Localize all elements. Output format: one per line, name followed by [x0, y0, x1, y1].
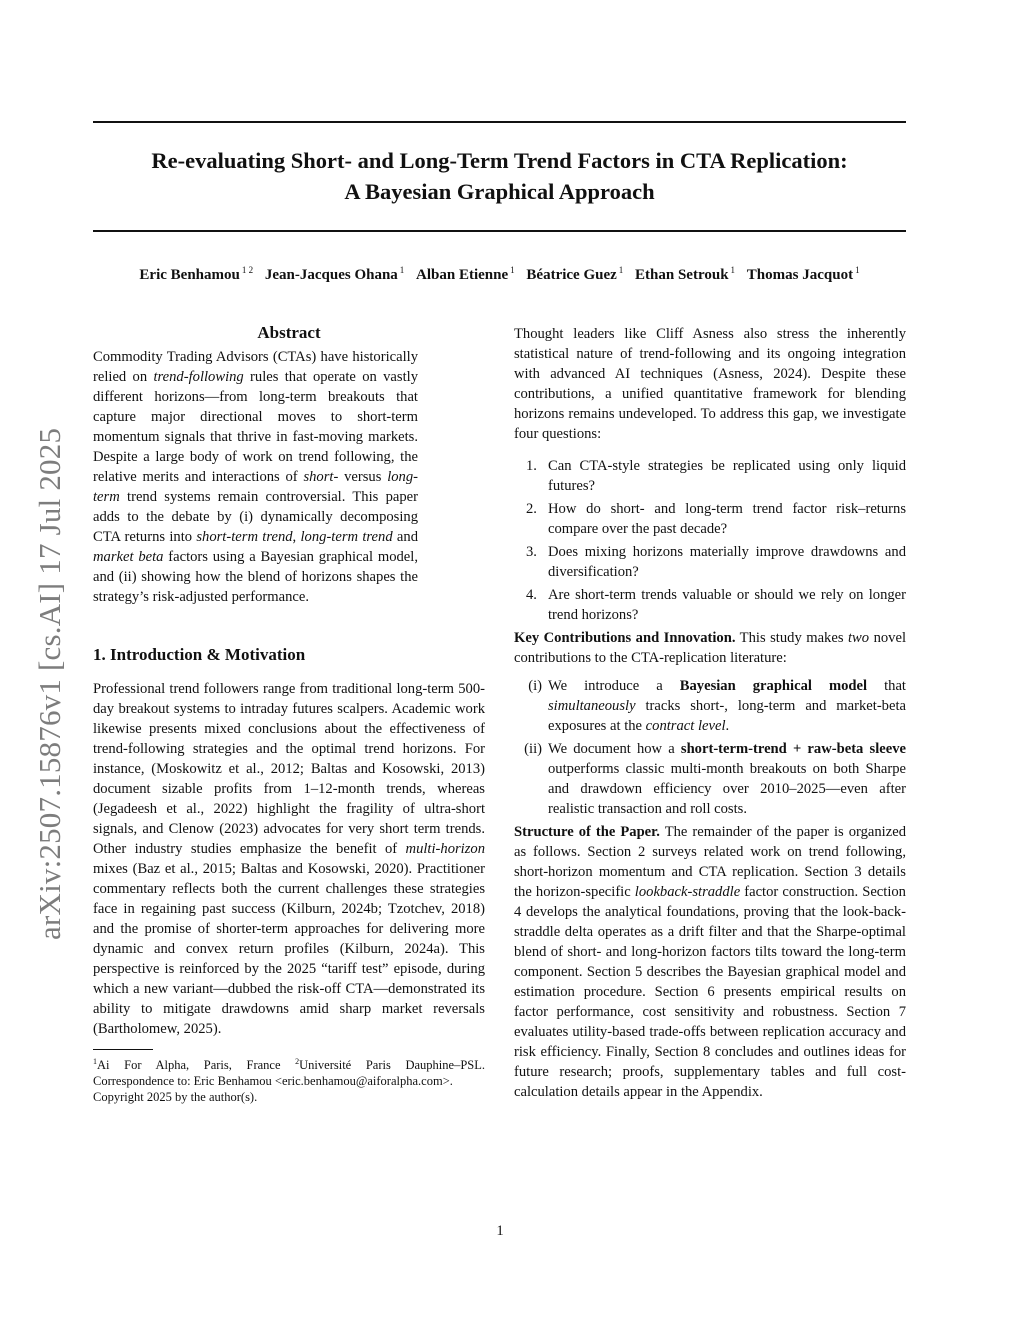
title-line-1: Re-evaluating Short- and Long-Term Trend Factors in CTA Replication: [151, 148, 848, 173]
paper-title [93, 145, 906, 207]
author [416, 265, 515, 284]
title-rule-top [93, 121, 906, 123]
motivation-paragraph: Thought leaders like Cliff Asness also stress the inherently statistical nature of trend-following and its ongoing integration with advanced AI techniques (Asness, 2024). Despite these contributions, a unified quantitative framework for blending horizons remains undeveloped. To address this gap, we investigate four questions: [514, 326, 906, 442]
author-list [93, 265, 906, 284]
author-affiliation: 1 [510, 265, 515, 275]
author-affiliation: 1 [399, 265, 405, 275]
list-item: (i) We introduce a Bayesian graphical model that simultaneously tracks short-, long-term and market-beta exposures at the contract level. [528, 678, 906, 734]
author-affiliation: 1 2 [241, 265, 254, 275]
copyright-notice: Copyright 2025 by the author(s). [93, 1090, 258, 1105]
author-name: Thomas Jacquot [746, 267, 854, 283]
author [139, 265, 253, 284]
contributions-paragraph: Key Contributions and Innovation. This study makes two novel contributions to the CTA-replication literature: [514, 630, 906, 666]
list-item: 2. How do short- and long-term trend factor risk–returns compare over the past decade? [526, 501, 906, 537]
author [635, 265, 735, 284]
list-item: 3. Does mixing horizons materially improve drawdowns and diversification? [526, 544, 906, 580]
right-column [514, 324, 906, 1102]
affiliation-footnote: $^1$Ai For Alpha, Paris, France $^2$Université Paris Dauphine–PSL. Correspondence to: Eric Benhamou <eric.benhamou@aiforalpha.com>. [93, 1057, 485, 1089]
introduction-paragraph: Professional trend followers range from traditional long-term 500-day breakout systems to intraday futures scalpers. Academic work likewise presents mixed conclusions about the effectiveness of trend-following strategies and the optimal trend horizons. For instance, (Moskowitz et al., 2012; Baltas and Kosowski, 2013) document sizable profits from 1–12-month trends, whereas (Jegadeesh et al., 2022) highlight the fragility of ultra-short signals, and Clenow (2023) advocates for very short term trends. Other industry studies emphasize the benefit of multi-horizon mixes (Baz et al., 2015; Baltas and Kosowski, 2020). Practitioner commentary reflects both the current challenges these strategies face in regaining past success (Kilburn, 2024b; Tzotchev, 2018) and the promise of shorter-term approaches for delivering more dynamic and convex return profiles (Kilburn, 2024a). This perspective is reinforced by the 2025 “tariff test” episode, during which a new variant—dubbed the risk-off CTA—demonstrated its ability to mitigate drawdowns amid sharp market reversals (Bartholomew, 2025). [93, 681, 485, 1037]
author [747, 265, 860, 284]
author-name: Ethan Setrouk [635, 267, 729, 283]
author [265, 265, 404, 284]
author [526, 265, 623, 284]
left-column [93, 320, 485, 1105]
research-questions-list [514, 456, 906, 625]
footnote-divider [93, 1049, 153, 1050]
author-affiliation: 1 [618, 265, 624, 275]
author-name: Alban Etienne [416, 267, 509, 283]
author-affiliation: 1 [730, 265, 736, 275]
list-item: (ii) We document how a short-term-trend + raw-beta sleeve outperforms classic multi-month breakouts on both Sharpe and drawdown efficiency over 2010–2025—even after realistic transaction and roll costs. [524, 741, 906, 817]
abstract-heading: Abstract [257, 323, 321, 342]
author-name: Béatrice Guez [526, 267, 617, 283]
structure-paragraph: Structure of the Paper. The remainder of the paper is organized as follows. Section 2 surveys related work on trend following, short-horizon momentum and CTA replication. Section 3 details the horizon-specific lookback-straddle factor construction. Section 4 develops the analytical foundations, proving that the look-back-straddle delta operates as a drift filter and that the Sharpe-optimal blend of short- and long-horizon factors tilts toward the long-term component. Section 5 describes the Bayesian graphical model and estimation procedure. Section 6 presents empirical results on factor performance, cost sensitivity and robustness. Section 7 evaluates utility-based trade-offs between replication accuracy and risk efficiency. Finally, Section 8 concludes and outlines ideas for future research; proofs, supplementary tables and full cost-calculation details appear in the Appendix. [514, 824, 906, 1100]
list-item: 4. Are short-term trends valuable or should we rely on longer trend horizons? [526, 587, 906, 623]
abstract-text: Commodity Trading Advisors (CTAs) have historically relied on trend-following rules that operate on vastly different horizons—from long-term breakouts that capture major directional moves to short-term momentum signals that thrive in fast-moving markets. Despite a large body of work on trend following, the relative merits and interactions of short- versus long-term trend systems remain controversial. This paper adds to the debate by (i) dynamically decomposing CTA returns into short-term trend, long-term trend and market beta factors using a Bayesian graphical model, and (ii) showing how the blend of horizons shapes the strategy’s risk-adjusted performance. [93, 349, 418, 605]
author-affiliation: 1 [855, 265, 860, 275]
author-name: Jean-Jacques Ohana [264, 267, 398, 283]
list-item: 1. Can CTA-style strategies be replicated using only liquid futures? [526, 458, 906, 494]
arxiv-stamp[interactable]: arXiv:2507.15876v1 [cs.AI] 17 Jul 2025 [32, 427, 67, 940]
contributions-list [514, 676, 906, 819]
section-heading-introduction: 1. Introduction & Motivation [93, 645, 306, 664]
author-name: Eric Benhamou [139, 267, 240, 283]
title-line-2: A Bayesian Graphical Approach [344, 179, 655, 204]
title-rule-bottom [93, 230, 906, 232]
page-number: 1 [496, 1223, 504, 1239]
